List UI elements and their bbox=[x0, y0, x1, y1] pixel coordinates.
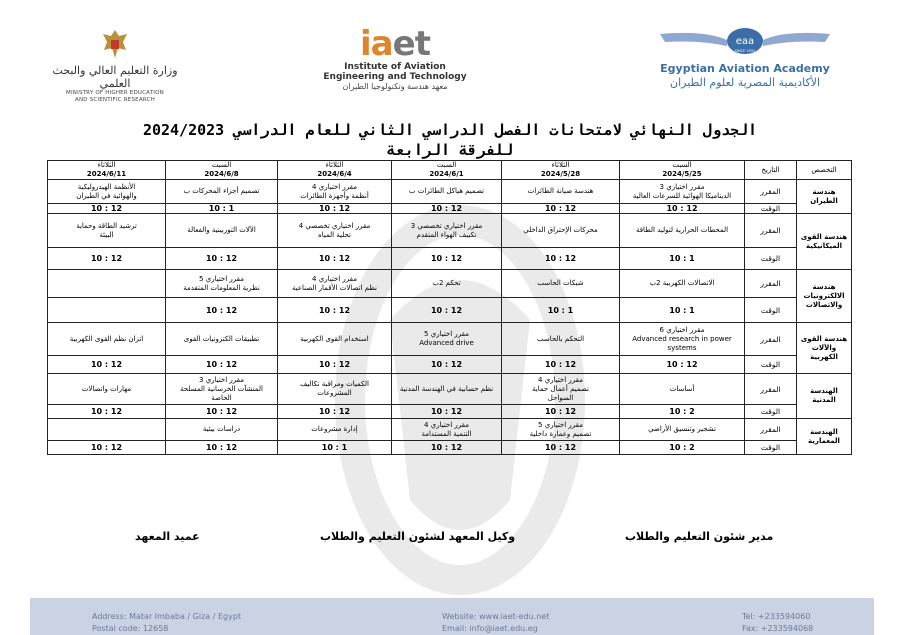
time-cell: 12 : 10 bbox=[278, 248, 392, 270]
day-header bbox=[48, 161, 166, 180]
ministry-name-en-1: MINISTRY OF HIGHER EDUCATION bbox=[66, 90, 164, 96]
institute-line-2: Engineering and Technology bbox=[323, 72, 467, 82]
day-name: السبت bbox=[672, 161, 692, 169]
course-row bbox=[48, 214, 852, 248]
course-cell: تصميم هياكل الطائرات ب bbox=[392, 180, 502, 204]
course-cell: مهارات واتصالات bbox=[48, 374, 166, 405]
course-label: المقرر bbox=[745, 374, 797, 405]
header-specialty: التخصص bbox=[797, 161, 852, 180]
course-cell: مقرر اختياري 5 تصميم وعمارة داخلية bbox=[502, 419, 620, 441]
course-cell: التحكم بالحاسب bbox=[502, 323, 620, 356]
time-row bbox=[48, 405, 852, 419]
time-row bbox=[48, 441, 852, 455]
time-cell: 1 : 10 bbox=[166, 204, 278, 214]
course-cell: تطبيقات الكترونيات القوى bbox=[166, 323, 278, 356]
ministry-name-en-2: AND SCIENTIFIC RESEARCH bbox=[75, 97, 155, 103]
course-row bbox=[48, 374, 852, 405]
institute-mark-b: et bbox=[392, 24, 430, 64]
course-cell: مقرر اختياري 4 التنمية المستدامة bbox=[392, 419, 502, 441]
time-cell bbox=[48, 298, 166, 323]
course-cell: تحكم 2ب bbox=[392, 270, 502, 298]
time-cell: 12 : 10 bbox=[48, 248, 166, 270]
footer-band bbox=[30, 598, 874, 635]
time-cell: 12 : 10 bbox=[502, 441, 620, 455]
header-date: التاريخ bbox=[745, 161, 797, 180]
time-cell: 12 : 10 bbox=[166, 405, 278, 419]
course-label: المقرر bbox=[745, 323, 797, 356]
course-cell: تصميم أجزاء المحركات ب bbox=[166, 180, 278, 204]
course-cell: ترشيد الطاقة وحماية البيئة bbox=[48, 214, 166, 248]
course-row bbox=[48, 419, 852, 441]
time-cell: 12 : 10 bbox=[392, 204, 502, 214]
time-cell: 12 : 10 bbox=[392, 298, 502, 323]
time-cell: 1 : 10 bbox=[620, 248, 745, 270]
academy-name-en: Egyptian Aviation Academy bbox=[660, 62, 830, 75]
time-cell: 12 : 10 bbox=[502, 405, 620, 419]
course-label: المقرر bbox=[745, 214, 797, 248]
time-cell: 12 : 10 bbox=[48, 405, 166, 419]
time-label: الوقت bbox=[745, 298, 797, 323]
course-label: المقرر bbox=[745, 270, 797, 298]
time-cell: 12 : 10 bbox=[166, 298, 278, 323]
course-cell: نظم حسابية في الهندسة المدنية bbox=[392, 374, 502, 405]
day-name: السبت bbox=[436, 161, 457, 169]
footer-fax: Fax: +233594068 bbox=[742, 624, 814, 633]
academy-since-text: SINCE 1932 bbox=[734, 49, 756, 53]
course-cell: المحطات الحرارية لتوليد الطاقة bbox=[620, 214, 745, 248]
day-header bbox=[620, 161, 745, 180]
day-name: الثلاثاء bbox=[97, 161, 116, 169]
time-cell: 1 : 10 bbox=[620, 298, 745, 323]
day-date: 2024/6/11 bbox=[86, 170, 127, 178]
day-date: 2024/5/28 bbox=[540, 170, 581, 178]
course-row bbox=[48, 270, 852, 298]
course-cell: محركات الإحتراق الداخلي bbox=[502, 214, 620, 248]
course-cell bbox=[48, 419, 166, 441]
signature-affairs-director: مدير شئون التعليم والطلاب bbox=[625, 530, 774, 543]
day-header bbox=[392, 161, 502, 180]
course-cell: هندسة صيانة الطائرات bbox=[502, 180, 620, 204]
course-cell: الكميات ومراقبة تكاليف المشروعات bbox=[278, 374, 392, 405]
course-cell: مقرر اختياري 5 Advanced drive bbox=[392, 323, 502, 356]
course-cell: مقرر اختياري 4 أنظمة وأجهزة الطائرات bbox=[278, 180, 392, 204]
specialty-cell: الهندسة المعمارية bbox=[797, 419, 852, 455]
course-cell: مقرر اختياري تخصصي 3 تكييف الهواء المتقدم bbox=[392, 214, 502, 248]
time-cell: 12 : 10 bbox=[166, 356, 278, 374]
day-name: الثلاثاء bbox=[551, 161, 570, 169]
footer-website: Website: www.iaet-edu.net bbox=[442, 612, 550, 621]
time-cell: 1 : 10 bbox=[278, 441, 392, 455]
day-name: الثلاثاء bbox=[325, 161, 344, 169]
time-cell: 12 : 10 bbox=[48, 204, 166, 214]
specialty-cell: هندسة الالكترونيات والاتصالات bbox=[797, 270, 852, 323]
footer-tel: Tel: +233594060 bbox=[742, 612, 811, 621]
course-cell: مقرر اختياري 5 نظرية المعلومات المتقدمة bbox=[166, 270, 278, 298]
footer-postal: Postal code: 12658 bbox=[92, 624, 169, 633]
course-label: المقرر bbox=[745, 180, 797, 204]
day-name: السبت bbox=[211, 161, 232, 169]
course-cell: مقرر اختياري 3 المنشآت الخرسانية المسلحة الخاصة bbox=[166, 374, 278, 405]
ministry-name-ar: وزارة التعليم العالي والبحث العلمي bbox=[52, 64, 178, 90]
course-cell: مقرر اختياري تخصصي 4 تحلية المياه bbox=[278, 214, 392, 248]
time-label: الوقت bbox=[745, 405, 797, 419]
institute-mark bbox=[310, 26, 480, 62]
specialty-cell: هندسة الطيران bbox=[797, 180, 852, 214]
footer-email: Email: info@iaet.edu.eg bbox=[442, 624, 538, 633]
course-cell: شبكات الحاسب bbox=[502, 270, 620, 298]
course-cell: إدارة مشروعات bbox=[278, 419, 392, 441]
time-row bbox=[48, 298, 852, 323]
eagle-emblem-icon bbox=[100, 28, 130, 60]
course-label: المقرر bbox=[745, 419, 797, 441]
time-cell: 2 : 10 bbox=[620, 405, 745, 419]
day-header bbox=[502, 161, 620, 180]
time-row bbox=[48, 356, 852, 374]
institute-mark-a: ia bbox=[360, 24, 393, 64]
time-cell: 1 : 10 bbox=[502, 298, 620, 323]
time-cell: 12 : 10 bbox=[392, 356, 502, 374]
course-cell: اتزان نظم القوى الكهربية bbox=[48, 323, 166, 356]
institute-logo bbox=[310, 26, 480, 96]
title-line-2: للفرقة الرابعة bbox=[386, 141, 514, 159]
specialty-cell: هندسة القوى والآلات الكهربية bbox=[797, 323, 852, 374]
signature-vice-dean: وكيل المعهد لشئون التعليم والطلاب bbox=[320, 530, 516, 543]
course-cell: مقرر اختياري 4 تصميم أعمال حماية السواحل bbox=[502, 374, 620, 405]
day-header bbox=[278, 161, 392, 180]
ministry-logo bbox=[40, 28, 190, 103]
time-label: الوقت bbox=[745, 356, 797, 374]
time-cell: 12 : 10 bbox=[502, 248, 620, 270]
institute-line-1: Institute of Aviation bbox=[344, 62, 446, 72]
time-cell: 12 : 10 bbox=[48, 441, 166, 455]
time-cell: 12 : 10 bbox=[392, 248, 502, 270]
time-cell: 2 : 10 bbox=[620, 441, 745, 455]
time-cell: 12 : 10 bbox=[620, 356, 745, 374]
time-label: الوقت bbox=[745, 248, 797, 270]
title-line-1: الجدول النهائي لامتحانات الفصل الدراسي الثاني للعام الدراسي 2024/2023 bbox=[142, 121, 758, 139]
table-header-row bbox=[48, 161, 852, 180]
academy-wings-icon bbox=[655, 26, 835, 56]
course-cell: دراسات بيئية bbox=[166, 419, 278, 441]
day-date: 2024/6/8 bbox=[204, 170, 239, 178]
day-date: 2024/6/1 bbox=[429, 170, 464, 178]
course-cell: الأنظمة الهيدروليكية والهوائية في الطيران bbox=[48, 180, 166, 204]
course-row bbox=[48, 180, 852, 204]
time-cell: 12 : 10 bbox=[620, 204, 745, 214]
course-cell: استخدام القوى الكهربية bbox=[278, 323, 392, 356]
signature-dean: عميد المعهد bbox=[135, 530, 200, 543]
course-cell: الآلات التوربينية والفعالة bbox=[166, 214, 278, 248]
exam-schedule-table bbox=[47, 160, 852, 455]
time-label: الوقت bbox=[745, 441, 797, 455]
institute-line-3: معهد هندسة وتكنولوجيا الطيران bbox=[342, 82, 448, 91]
academy-name-ar: الأكاديمية المصرية لعلوم الطيران bbox=[669, 76, 821, 89]
academy-badge-text: eaa bbox=[735, 36, 755, 47]
time-cell: 12 : 10 bbox=[166, 248, 278, 270]
time-cell: 12 : 10 bbox=[48, 356, 166, 374]
time-cell: 12 : 10 bbox=[392, 405, 502, 419]
course-cell: مقرر اختياري 4 نظم اتصالات الأقمار الصناعية bbox=[278, 270, 392, 298]
page-title bbox=[60, 120, 840, 160]
time-cell: 12 : 10 bbox=[166, 441, 278, 455]
time-label: الوقت bbox=[745, 204, 797, 214]
time-row bbox=[48, 204, 852, 214]
page-header bbox=[0, 0, 904, 112]
academy-logo bbox=[650, 26, 840, 101]
time-cell: 12 : 10 bbox=[278, 356, 392, 374]
time-cell: 12 : 10 bbox=[278, 405, 392, 419]
specialty-cell: الهندسة المدنية bbox=[797, 374, 852, 419]
course-cell bbox=[48, 270, 166, 298]
time-row bbox=[48, 248, 852, 270]
course-cell: الاتصالات الكهربية 2ب bbox=[620, 270, 745, 298]
day-date: 2024/6/4 bbox=[317, 170, 352, 178]
time-cell: 12 : 10 bbox=[502, 204, 620, 214]
specialty-cell: هندسة القوى الميكانيكية bbox=[797, 214, 852, 270]
day-header bbox=[166, 161, 278, 180]
course-cell: مقرر اختياري 6 Advanced research in power systems bbox=[620, 323, 745, 356]
time-cell: 12 : 10 bbox=[278, 298, 392, 323]
course-cell: مقرر اختياري 3 الديناميكا الهوائية للسرعات العالية bbox=[620, 180, 745, 204]
time-cell: 12 : 10 bbox=[278, 204, 392, 214]
time-cell: 12 : 10 bbox=[392, 441, 502, 455]
course-cell: تشجير وتنسيق الأراضي bbox=[620, 419, 745, 441]
day-date: 2024/5/25 bbox=[662, 170, 702, 178]
course-cell: أساسات bbox=[620, 374, 745, 405]
course-row bbox=[48, 323, 852, 356]
time-cell: 12 : 10 bbox=[502, 356, 620, 374]
footer-address: Address: Matar Imbaba / Giza / Egypt bbox=[92, 612, 242, 621]
